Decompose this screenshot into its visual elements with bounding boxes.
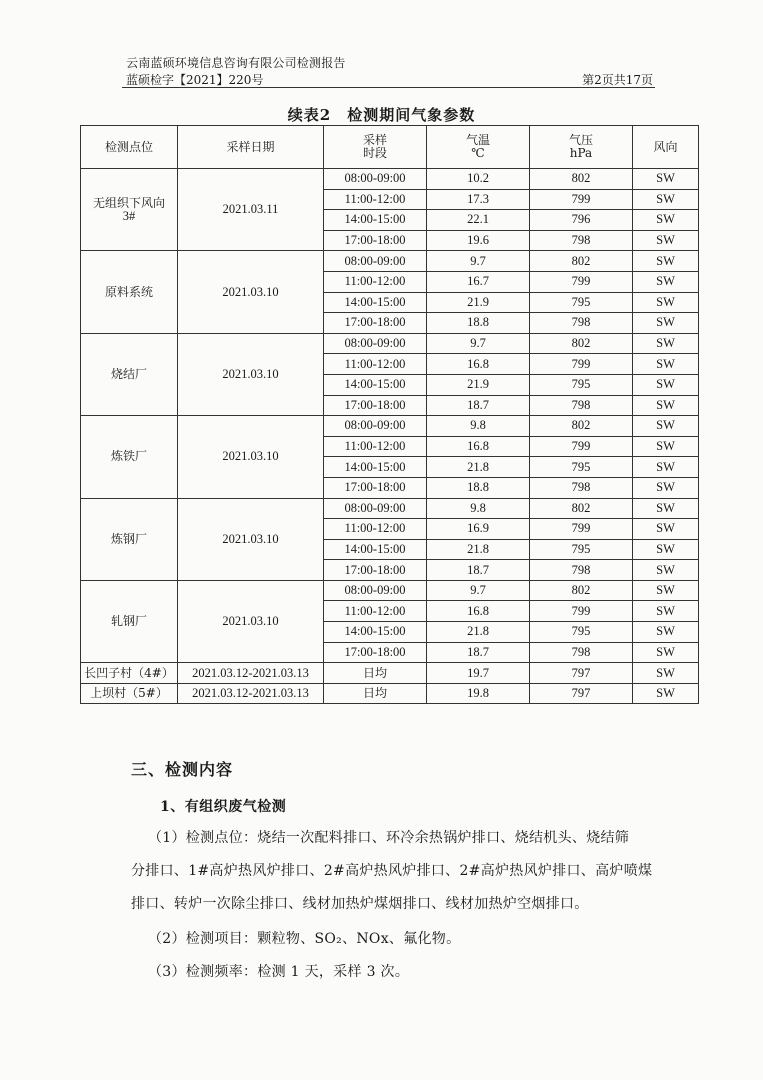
cell-period: 14:00-15:00 bbox=[324, 210, 427, 231]
cell-pressure: 798 bbox=[530, 395, 633, 416]
cell-wind: SW bbox=[633, 560, 699, 581]
cell-point: 长凹子村（4#） bbox=[81, 663, 178, 684]
cell-period: 08:00-09:00 bbox=[324, 333, 427, 354]
header-date: 采样日期 bbox=[178, 126, 324, 169]
cell-wind: SW bbox=[633, 663, 699, 684]
header-period-l2: 时段 bbox=[362, 146, 387, 160]
cell-temp: 19.8 bbox=[427, 683, 530, 704]
cell-period: 14:00-15:00 bbox=[324, 622, 427, 643]
table-row bbox=[81, 169, 699, 190]
cell-pressure: 802 bbox=[530, 416, 633, 437]
cell-pressure: 795 bbox=[530, 374, 633, 395]
cell-temp: 21.8 bbox=[427, 622, 530, 643]
header-wind: 风向 bbox=[633, 126, 699, 169]
cell-pressure: 797 bbox=[530, 663, 633, 684]
cell-period: 17:00-18:00 bbox=[324, 313, 427, 334]
cell-temp: 18.7 bbox=[427, 642, 530, 663]
cell-wind: SW bbox=[633, 374, 699, 395]
point-name: 轧钢厂 bbox=[110, 614, 147, 629]
table-row bbox=[81, 683, 699, 704]
meteorological-table bbox=[80, 125, 699, 704]
cell-temp: 18.8 bbox=[427, 477, 530, 498]
table-row bbox=[81, 416, 699, 437]
table-row bbox=[81, 580, 699, 601]
cell-period: 14:00-15:00 bbox=[324, 292, 427, 313]
cell-pressure: 798 bbox=[530, 642, 633, 663]
cell-wind: SW bbox=[633, 354, 699, 375]
cell-period: 日均 bbox=[324, 663, 427, 684]
cell-period: 日均 bbox=[324, 683, 427, 704]
cell-wind: SW bbox=[633, 580, 699, 601]
cell-wind: SW bbox=[633, 169, 699, 190]
cell-period: 14:00-15:00 bbox=[324, 539, 427, 560]
cell-period: 11:00-12:00 bbox=[324, 354, 427, 375]
cell-temp: 16.8 bbox=[427, 601, 530, 622]
cell-date: 2021.03.12-2021.03.13 bbox=[178, 663, 324, 684]
cell-period: 14:00-15:00 bbox=[324, 374, 427, 395]
cell-period: 11:00-12:00 bbox=[324, 436, 427, 457]
cell-date: 2021.03.10 bbox=[178, 498, 324, 580]
cell-pressure: 799 bbox=[530, 189, 633, 210]
cell-period: 14:00-15:00 bbox=[324, 457, 427, 478]
cell-wind: SW bbox=[633, 271, 699, 292]
cell-wind: SW bbox=[633, 642, 699, 663]
table-body bbox=[81, 169, 699, 704]
item3: （3）检测频率：检测 1 天，采样 3 次。 bbox=[148, 964, 410, 980]
header-divider bbox=[122, 87, 655, 88]
cell-point bbox=[81, 498, 178, 580]
cell-wind: SW bbox=[633, 539, 699, 560]
cell-pressure: 802 bbox=[530, 498, 633, 519]
cell-temp: 21.8 bbox=[427, 457, 530, 478]
cell-period: 11:00-12:00 bbox=[324, 189, 427, 210]
cell-period: 11:00-12:00 bbox=[324, 601, 427, 622]
cell-period: 08:00-09:00 bbox=[324, 580, 427, 601]
cell-pressure: 798 bbox=[530, 560, 633, 581]
cell-date: 2021.03.10 bbox=[178, 333, 324, 415]
cell-pressure: 799 bbox=[530, 354, 633, 375]
header-point: 检测点位 bbox=[81, 126, 178, 169]
cell-period: 17:00-18:00 bbox=[324, 230, 427, 251]
cell-wind: SW bbox=[633, 622, 699, 643]
cell-temp: 17.3 bbox=[427, 189, 530, 210]
cell-pressure: 798 bbox=[530, 477, 633, 498]
section-subtitle: 1、有组织废气检测 bbox=[160, 799, 287, 815]
cell-temp: 16.7 bbox=[427, 271, 530, 292]
cell-wind: SW bbox=[633, 498, 699, 519]
cell-pressure: 799 bbox=[530, 436, 633, 457]
table-row bbox=[81, 333, 699, 354]
cell-pressure: 802 bbox=[530, 580, 633, 601]
cell-wind: SW bbox=[633, 601, 699, 622]
table-title: 续表2 检测期间气象参数 bbox=[287, 106, 476, 124]
cell-period: 17:00-18:00 bbox=[324, 642, 427, 663]
table-row bbox=[81, 663, 699, 684]
cell-date: 2021.03.10 bbox=[178, 580, 324, 662]
item1-line1: （1）检测点位：烧结一次配料排口、环冷余热锅炉排口、烧结机头、烧结筛 bbox=[148, 830, 630, 846]
cell-period: 08:00-09:00 bbox=[324, 251, 427, 272]
point-name: 烧结厂 bbox=[110, 366, 147, 381]
cell-wind: SW bbox=[633, 210, 699, 231]
cell-wind: SW bbox=[633, 292, 699, 313]
cell-pressure: 798 bbox=[530, 230, 633, 251]
table-row bbox=[81, 498, 699, 519]
cell-period: 08:00-09:00 bbox=[324, 498, 427, 519]
cell-temp: 18.7 bbox=[427, 395, 530, 416]
cell-wind: SW bbox=[633, 436, 699, 457]
company-report-header: 云南蓝硕环境信息咨询有限公司检测报告 bbox=[126, 56, 346, 70]
header-pressure-l2: hPa bbox=[569, 146, 593, 160]
cell-pressure: 795 bbox=[530, 457, 633, 478]
cell-date: 2021.03.11 bbox=[178, 169, 324, 251]
cell-temp: 16.8 bbox=[427, 436, 530, 457]
cell-pressure: 799 bbox=[530, 271, 633, 292]
cell-temp: 18.8 bbox=[427, 313, 530, 334]
cell-temp: 10.2 bbox=[427, 169, 530, 190]
cell-temp: 19.6 bbox=[427, 230, 530, 251]
report-number: 蓝硕检字【2021】220号 bbox=[126, 73, 264, 87]
cell-period: 11:00-12:00 bbox=[324, 271, 427, 292]
cell-temp: 16.8 bbox=[427, 354, 530, 375]
table-header-row bbox=[81, 126, 699, 169]
cell-pressure: 795 bbox=[530, 292, 633, 313]
cell-point bbox=[81, 333, 178, 415]
point-name: 无组织下风向 bbox=[92, 195, 165, 210]
table-row bbox=[81, 251, 699, 272]
cell-date: 2021.03.10 bbox=[178, 416, 324, 498]
cell-pressure: 797 bbox=[530, 683, 633, 704]
header-period-l1: 采样 bbox=[362, 133, 387, 147]
cell-point bbox=[81, 416, 178, 498]
cell-temp: 9.7 bbox=[427, 251, 530, 272]
cell-temp: 16.9 bbox=[427, 519, 530, 540]
page-indicator: 第2页共17页 bbox=[582, 73, 653, 87]
cell-temp: 9.7 bbox=[427, 580, 530, 601]
header-temp-l1: 气温 bbox=[465, 133, 490, 147]
cell-wind: SW bbox=[633, 251, 699, 272]
cell-date: 2021.03.12-2021.03.13 bbox=[178, 683, 324, 704]
cell-pressure: 802 bbox=[530, 169, 633, 190]
cell-date: 2021.03.10 bbox=[178, 251, 324, 333]
cell-period: 08:00-09:00 bbox=[324, 416, 427, 437]
cell-pressure: 795 bbox=[530, 539, 633, 560]
header-temp-l2: ℃ bbox=[471, 146, 485, 160]
cell-period: 17:00-18:00 bbox=[324, 395, 427, 416]
header-temp bbox=[427, 126, 530, 169]
cell-pressure: 802 bbox=[530, 333, 633, 354]
point-id: 3# bbox=[122, 208, 136, 223]
cell-temp: 21.9 bbox=[427, 374, 530, 395]
cell-temp: 22.1 bbox=[427, 210, 530, 231]
cell-wind: SW bbox=[633, 477, 699, 498]
cell-pressure: 799 bbox=[530, 519, 633, 540]
cell-temp: 19.7 bbox=[427, 663, 530, 684]
cell-wind: SW bbox=[633, 230, 699, 251]
item1-line2: 分排口、1#高炉热风炉排口、2#高炉热风炉排口、2#高炉热风炉排口、高炉喷煤 bbox=[131, 863, 653, 879]
cell-wind: SW bbox=[633, 683, 699, 704]
cell-pressure: 795 bbox=[530, 622, 633, 643]
cell-temp: 21.8 bbox=[427, 539, 530, 560]
item2: （2）检测项目：颗粒物、SO₂、NOx、氟化物。 bbox=[148, 931, 461, 947]
cell-temp: 9.8 bbox=[427, 498, 530, 519]
cell-temp: 21.9 bbox=[427, 292, 530, 313]
cell-point bbox=[81, 251, 178, 333]
header-pressure-l1: 气压 bbox=[568, 133, 593, 147]
cell-wind: SW bbox=[633, 395, 699, 416]
cell-wind: SW bbox=[633, 313, 699, 334]
header-period bbox=[324, 126, 427, 169]
point-name: 炼铁厂 bbox=[110, 449, 147, 464]
cell-wind: SW bbox=[633, 457, 699, 478]
cell-pressure: 802 bbox=[530, 251, 633, 272]
item1-line3: 排口、转炉一次除尘排口、线材加热炉煤烟排口、线材加热炉空烟排口。 bbox=[131, 896, 589, 912]
header-pressure bbox=[530, 126, 633, 169]
cell-wind: SW bbox=[633, 333, 699, 354]
cell-temp: 9.8 bbox=[427, 416, 530, 437]
point-name: 原料系统 bbox=[104, 284, 153, 299]
cell-pressure: 799 bbox=[530, 601, 633, 622]
cell-point bbox=[81, 580, 178, 662]
cell-pressure: 796 bbox=[530, 210, 633, 231]
cell-temp: 18.7 bbox=[427, 560, 530, 581]
cell-wind: SW bbox=[633, 416, 699, 437]
cell-wind: SW bbox=[633, 189, 699, 210]
section-title: 三、检测内容 bbox=[131, 760, 234, 779]
point-name: 炼钢厂 bbox=[110, 531, 147, 546]
cell-pressure: 798 bbox=[530, 313, 633, 334]
cell-period: 08:00-09:00 bbox=[324, 169, 427, 190]
cell-point bbox=[81, 169, 178, 251]
cell-point: 上坝村（5#） bbox=[81, 683, 178, 704]
cell-temp: 9.7 bbox=[427, 333, 530, 354]
cell-period: 17:00-18:00 bbox=[324, 560, 427, 581]
cell-period: 11:00-12:00 bbox=[324, 519, 427, 540]
cell-period: 17:00-18:00 bbox=[324, 477, 427, 498]
cell-wind: SW bbox=[633, 519, 699, 540]
